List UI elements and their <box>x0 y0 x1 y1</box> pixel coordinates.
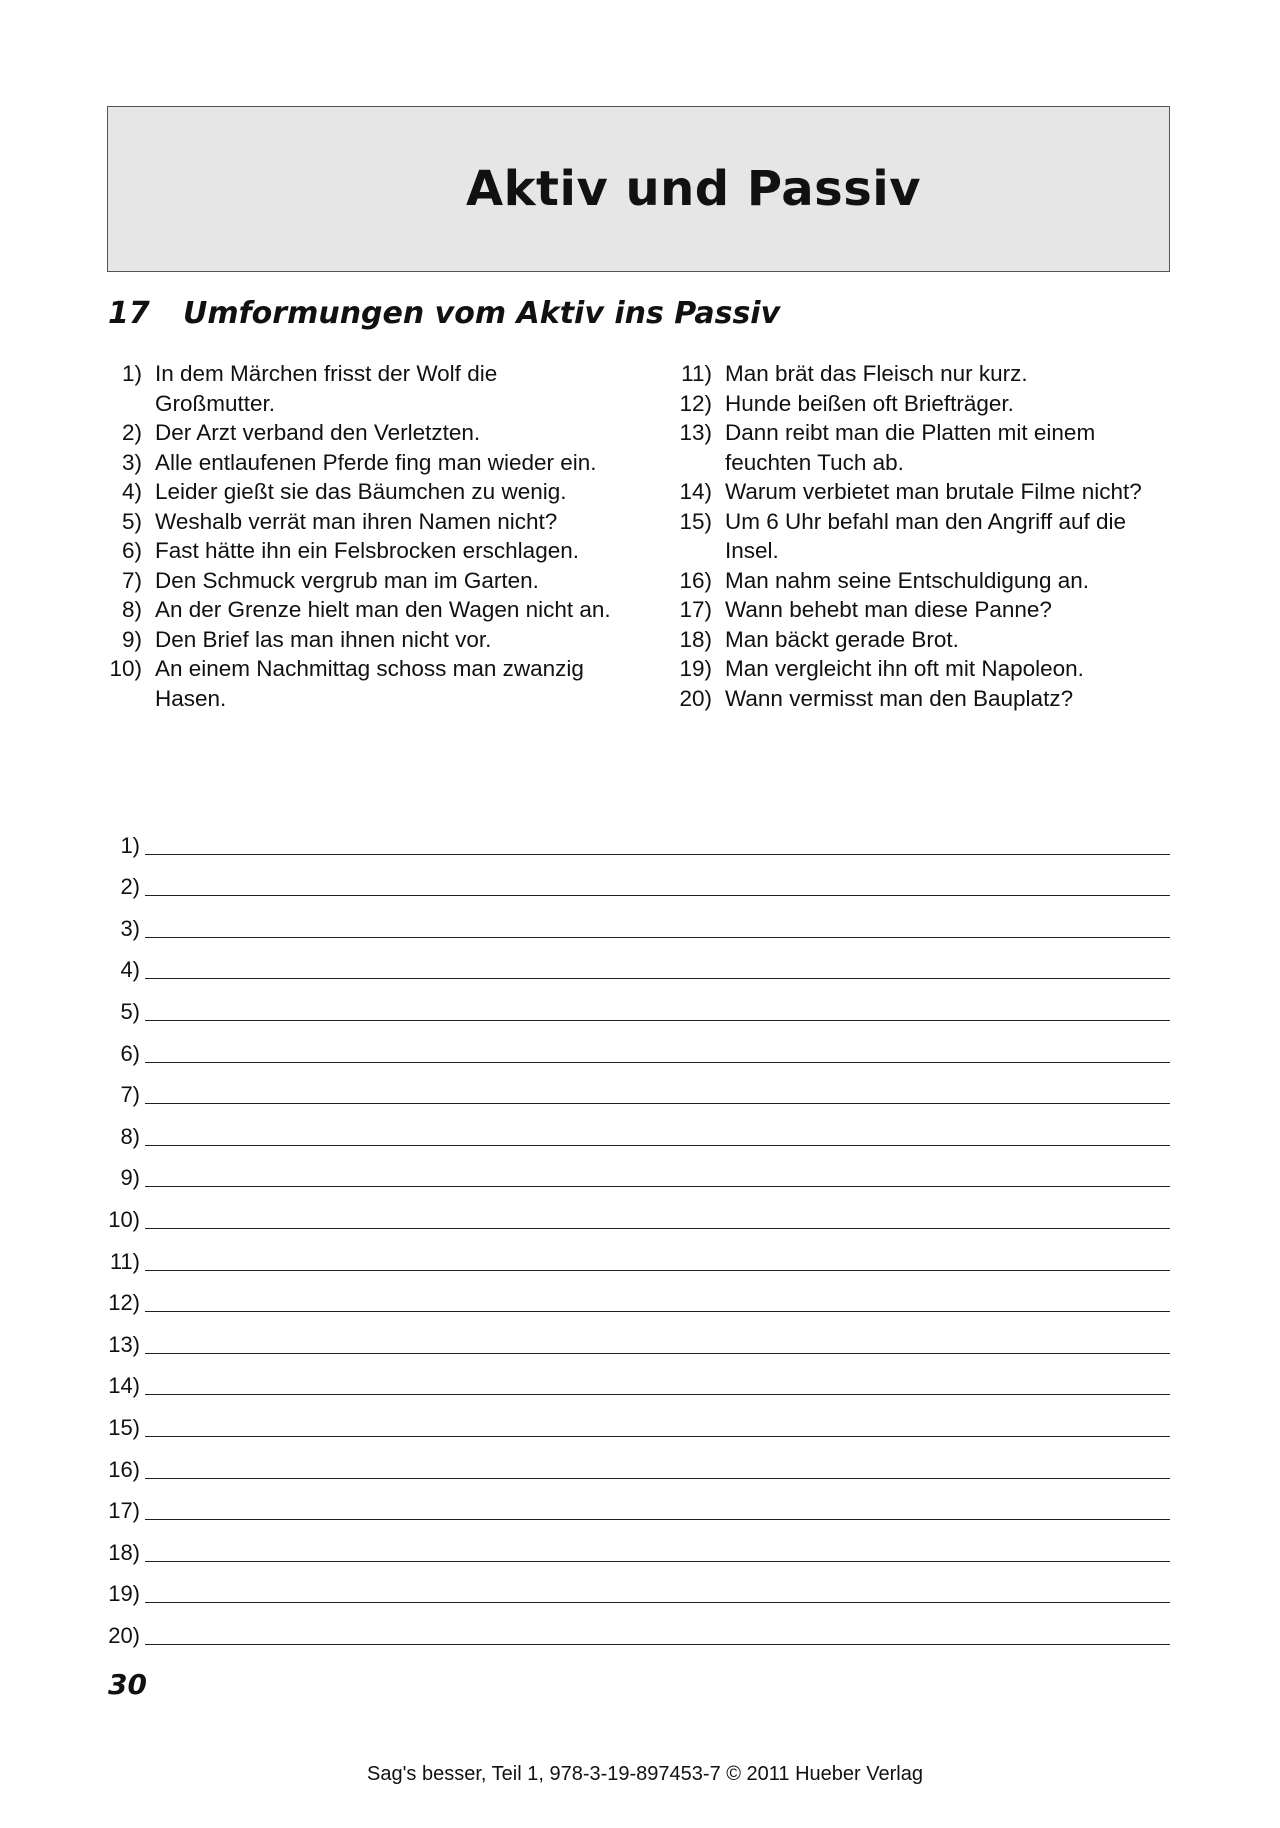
answer-row <box>95 983 1170 1025</box>
item-text: Den Schmuck vergrub man im Garten. <box>155 567 539 593</box>
answer-line[interactable] <box>145 1539 1170 1562</box>
item-number: 13) <box>679 420 712 445</box>
item-text: Hunde beißen oft Briefträger. <box>725 390 1014 416</box>
item-text: Man brät das Fleisch nur kurz. <box>725 361 1028 386</box>
answer-number: 16) <box>108 1456 140 1482</box>
answer-line[interactable] <box>145 873 1170 896</box>
item-text: Fast hätte ihn ein Felsbrocken erschlagen. <box>155 538 579 563</box>
answer-number: 19) <box>108 1581 140 1607</box>
answer-line[interactable] <box>145 1206 1170 1229</box>
item-number: 19) <box>679 656 712 681</box>
answer-row <box>95 1150 1170 1192</box>
answer-number: 2) <box>120 874 140 900</box>
answer-line[interactable] <box>145 1372 1170 1395</box>
answer-number: 7) <box>120 1082 140 1108</box>
item-number: 3) <box>121 449 142 475</box>
answer-row <box>95 859 1170 901</box>
list-item <box>665 625 1185 655</box>
list-item <box>95 566 615 596</box>
item-number: 4) <box>121 479 142 504</box>
title-box <box>107 106 1170 272</box>
list-item <box>665 595 1185 625</box>
answer-number: 10) <box>108 1206 140 1232</box>
answer-line[interactable] <box>145 1580 1170 1603</box>
item-number: 10) <box>109 656 142 681</box>
item-text: An der Grenze hielt man den Wagen nicht an. <box>155 597 611 622</box>
answer-line[interactable] <box>145 1164 1170 1187</box>
list-item <box>95 507 615 537</box>
answer-row <box>95 1275 1170 1317</box>
answer-row <box>95 1067 1170 1109</box>
answer-row <box>95 900 1170 942</box>
list-item <box>665 359 1185 389</box>
list-item <box>95 536 615 566</box>
item-text: Um 6 Uhr befahl man den Angriff auf die Insel. <box>725 508 1127 563</box>
answer-line[interactable] <box>145 1081 1170 1104</box>
answer-line[interactable] <box>145 1248 1170 1271</box>
answer-row <box>95 1566 1170 1608</box>
list-item <box>665 566 1185 596</box>
exercise-title: Umformungen vom Aktiv ins Passiv <box>183 296 781 331</box>
answer-row <box>95 1524 1170 1566</box>
item-number: 8) <box>121 597 142 622</box>
item-number: 9) <box>121 626 142 652</box>
exercise-heading <box>108 296 780 331</box>
answer-row <box>95 942 1170 984</box>
answer-row <box>95 1358 1170 1400</box>
answer-line[interactable] <box>145 1622 1170 1645</box>
answer-number: 11) <box>109 1248 140 1274</box>
list-item <box>95 359 615 418</box>
item-number: 6) <box>121 538 142 563</box>
answer-line[interactable] <box>145 1123 1170 1146</box>
item-text: Leider gießt sie das Bäumchen zu wenig. <box>155 479 567 504</box>
answer-number: 20) <box>108 1622 140 1648</box>
answer-line[interactable] <box>145 956 1170 979</box>
answer-number: 17) <box>108 1498 140 1524</box>
exercise-number: 17 <box>108 296 150 331</box>
list-item <box>95 477 615 507</box>
item-text: Der Arzt verband den Verletzten. <box>155 420 481 445</box>
item-text: Weshalb verrät man ihren Namen nicht? <box>155 508 558 534</box>
answer-row <box>95 1399 1170 1441</box>
list-item <box>665 477 1185 507</box>
item-text: In dem Märchen frisst der Wolf die Großmutter. <box>155 361 498 416</box>
page-title: Aktiv und Passiv <box>465 161 922 217</box>
answer-number: 6) <box>120 1040 140 1066</box>
item-number: 18) <box>679 626 712 652</box>
list-item <box>665 418 1185 477</box>
answer-row <box>95 1025 1170 1067</box>
answer-lines <box>95 817 1170 1649</box>
item-text: Alle entlaufenen Pferde fing man wieder ein. <box>155 449 597 475</box>
item-number: 14) <box>679 479 712 504</box>
list-item <box>95 654 615 713</box>
answer-row <box>95 1108 1170 1150</box>
item-number: 16) <box>679 567 712 593</box>
list-item <box>665 507 1185 566</box>
list-item <box>95 625 615 655</box>
answer-row <box>95 1233 1170 1275</box>
list-item <box>665 389 1185 419</box>
item-text: Man vergleicht ihn oft mit Napoleon. <box>725 656 1084 681</box>
answer-row <box>95 1607 1170 1649</box>
sentence-list-left <box>95 359 615 713</box>
list-item <box>95 418 615 448</box>
answer-number: 8) <box>120 1123 140 1149</box>
answer-line[interactable] <box>145 1497 1170 1520</box>
answer-row <box>95 1316 1170 1358</box>
answer-row <box>95 1441 1170 1483</box>
answer-line[interactable] <box>145 998 1170 1021</box>
item-number: 12) <box>679 390 712 416</box>
answer-number: 14) <box>108 1373 140 1399</box>
item-number: 11) <box>681 361 712 386</box>
answer-number: 12) <box>108 1290 140 1316</box>
item-number: 17) <box>679 597 712 622</box>
list-item <box>95 595 615 625</box>
list-item <box>95 448 615 478</box>
item-text: Man bäckt gerade Brot. <box>725 626 959 652</box>
answer-number: 1) <box>120 832 140 858</box>
answer-number: 18) <box>108 1539 140 1565</box>
item-number: 5) <box>121 508 142 534</box>
item-number: 2) <box>121 420 142 445</box>
footer-citation: Sag's besser, Teil 1, 978-3-19-897453-7 © 2011 Hueber Verlag <box>367 1763 923 1785</box>
answer-number: 15) <box>108 1414 140 1440</box>
answer-number: 3) <box>120 915 140 941</box>
sentence-list-right <box>665 359 1185 713</box>
item-text: An einem Nachmittag schoss man zwanzig Hasen. <box>155 656 584 711</box>
item-text: Warum verbietet man brutale Filme nicht? <box>725 479 1142 504</box>
item-text: Den Brief las man ihnen nicht vor. <box>155 626 492 652</box>
answer-line[interactable] <box>145 832 1170 855</box>
item-number: 1) <box>121 361 142 386</box>
list-item <box>665 654 1185 684</box>
answer-line[interactable] <box>145 1289 1170 1312</box>
item-text: Man nahm seine Entschuldigung an. <box>725 567 1089 593</box>
answer-line[interactable] <box>145 1331 1170 1354</box>
answer-number: 9) <box>120 1165 140 1191</box>
item-text: Wann behebt man diese Panne? <box>725 597 1052 622</box>
answer-line[interactable] <box>145 1456 1170 1479</box>
answer-number: 13) <box>108 1331 140 1357</box>
item-text: Dann reibt man die Platten mit einem feuchten Tuch ab. <box>725 420 1096 475</box>
answer-number: 4) <box>120 957 140 983</box>
answer-row <box>95 817 1170 859</box>
item-text: Wann vermisst man den Bauplatz? <box>725 685 1074 711</box>
item-number: 15) <box>679 508 712 534</box>
item-number: 7) <box>121 567 142 593</box>
list-item <box>665 684 1185 714</box>
item-number: 20) <box>679 685 712 711</box>
answer-row <box>95 1483 1170 1525</box>
answer-line[interactable] <box>145 915 1170 938</box>
answer-number: 5) <box>120 998 140 1024</box>
answer-line[interactable] <box>145 1040 1170 1063</box>
answer-line[interactable] <box>145 1414 1170 1437</box>
answer-row <box>95 1191 1170 1233</box>
page-number: 30 <box>108 1668 147 1701</box>
